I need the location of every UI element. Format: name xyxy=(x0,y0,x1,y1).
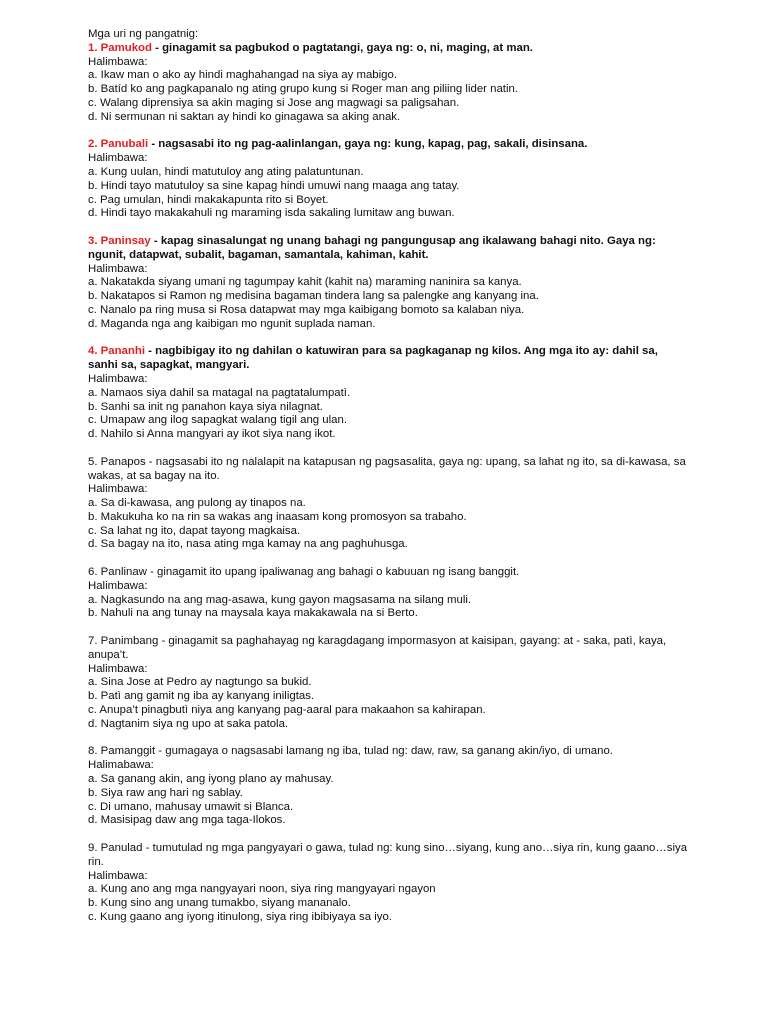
example-item: a. Nakatakda siyang umani ng tagumpay kahit (kahit na) maraming naninira sa kanya. xyxy=(88,276,522,289)
section-heading xyxy=(88,138,688,152)
section-8 xyxy=(88,745,688,828)
section-term: Panulad xyxy=(100,842,143,855)
example-item: a. Ikaw man o ako ay hindi maghahangad na siya ay mabigo. xyxy=(88,69,398,82)
example-label: Halimbawa: xyxy=(88,152,148,165)
example-label: Halimbawa: xyxy=(88,262,148,275)
section-heading xyxy=(88,42,688,56)
section-term: Panapos xyxy=(100,455,146,468)
section-heading xyxy=(88,842,688,870)
section-6 xyxy=(88,566,688,621)
section-7 xyxy=(88,635,688,732)
example-label: Halimbawa: xyxy=(88,483,148,496)
example-label: Halimbawa: xyxy=(88,662,148,675)
example-item: a. Kung ano ang mga nangyayari noon, siya ring mangyayari ngayon xyxy=(88,883,436,896)
section-definition: - nagsasabi ito ng pag-aalinlangan, gaya ng: kung, kapag, pag, sakali, disinsana. xyxy=(148,138,588,151)
section-number: 9. xyxy=(88,842,98,855)
section-number: 2. xyxy=(88,138,98,151)
example-item: c. Sa lahat ng ito, dapat tayong magkaisa. xyxy=(88,524,301,537)
example-item: b. Kung sino ang unang tumakbo, siyang mananalo. xyxy=(88,897,351,910)
section-heading xyxy=(88,456,688,484)
example-item: b. Nahuli na ang tunay na maysala kaya makakawala na si Berto. xyxy=(88,607,418,620)
section-term: Pamanggit xyxy=(100,745,156,758)
section-1 xyxy=(88,42,688,125)
example-item: d. Nagtanim siya ng upo at saka patola. xyxy=(88,717,289,730)
section-2 xyxy=(88,138,688,221)
section-heading xyxy=(88,566,688,580)
section-heading xyxy=(88,345,688,373)
example-item: a. Sa ganang akin, ang iyong plano ay mahusay. xyxy=(88,773,334,786)
section-term: Panimbang xyxy=(100,635,159,648)
section-9 xyxy=(88,842,688,925)
section-heading xyxy=(88,745,688,759)
section-definition: - nagbibigay ito ng dahilan o katuwiran para sa pagkaganap ng kilos. Ang mga ito ay: dahil sa, sanhi sa, sapagkat, mangyari. xyxy=(88,345,658,372)
document-title: Mga uri ng pangatnig: xyxy=(88,28,199,40)
section-definition: - gumagaya o nagsasabi lamang ng iba, tulad ng: daw, raw, sa ganang akin/iyo, di umano. xyxy=(155,745,613,758)
example-item: c. Anupa’t pinagbutì niya ang kanyang pag-aaral para makaahon sa kahirapan. xyxy=(88,704,486,717)
example-item: d. Maganda nga ang kaibigan mo ngunit suplada naman. xyxy=(88,317,376,330)
section-term: Pamukod xyxy=(100,41,152,54)
example-item: c. Walang diprensiya sa akin maging si Jose ang magwagi sa paligsahan. xyxy=(88,96,460,109)
example-item: c. Di umano, mahusay umawit si Blanca. xyxy=(88,800,294,813)
section-number: 4. xyxy=(88,345,98,358)
section-number: 3. xyxy=(88,234,98,247)
section-definition: - ginagamit ito upang ipaliwanag ang bahagi o kabuuan ng isang banggit. xyxy=(146,566,520,579)
example-item: b. Nakatapos si Ramon ng medisina bagaman tindera lang sa palengke ang kanyang ina. xyxy=(88,290,539,303)
example-item: b. Sanhi sa init ng panahon kaya siya nilagnat. xyxy=(88,400,323,413)
example-item: d. Ni sermunan ni saktan ay hindi ko ginagawa sa aking anak. xyxy=(88,110,401,123)
example-item: d. Nahilo si Anna mangyari ay ikot siya nang ikot. xyxy=(88,428,336,441)
example-item: b. Batíd ko ang pagkapanalo ng ating grupo kung si Roger man ang piliing lider natin. xyxy=(88,83,518,96)
example-label: Halimbawa: xyxy=(88,869,148,882)
section-definition: - tumutulad ng mga pangyayari o gawa, tulad ng: kung sino…siyang, kung ano…siya rin, kung gaano…siya rin. xyxy=(88,842,688,868)
section-number: 5. xyxy=(88,455,98,468)
section-number: 7. xyxy=(88,635,98,648)
section-5 xyxy=(88,456,688,553)
example-label: Halimbawa: xyxy=(88,372,148,385)
section-term: Panlinaw xyxy=(100,566,147,579)
example-item: d. Masisipag daw ang mga taga-Ilokos. xyxy=(88,814,286,827)
section-term: Paninsay xyxy=(100,234,151,247)
section-term: Panubali xyxy=(100,138,149,151)
example-item: a. Namaos siya dahil sa matagal na pagtatalumpatì. xyxy=(88,386,351,399)
section-number: 1. xyxy=(88,41,98,54)
example-item: d. Hindi tayo makakahuli ng maraming isda sakaling lumitaw ang buwan. xyxy=(88,207,455,220)
example-item: b. Makukuha ko na rin sa wakas ang inaasam kong promosyon sa trabaho. xyxy=(88,510,467,523)
section-heading xyxy=(88,635,688,663)
example-label: Halimbawa: xyxy=(88,579,148,592)
section-number: 8. xyxy=(88,745,98,758)
example-item: a. Kung uulan, hindi matutuloy ang ating palatuntunan. xyxy=(88,165,364,178)
example-item: d. Sa bagay na ito, nasa ating mga kamay na ang paghuhusga. xyxy=(88,538,408,551)
example-item: c. Nanalo pa ring musa si Rosa datapwat may mga kaibigang bomoto sa kalaban niya. xyxy=(88,303,525,316)
section-term: Pananhi xyxy=(100,345,145,358)
section-heading xyxy=(88,235,688,263)
example-item: c. Pag umulan, hindi makakapunta rito si Boyet. xyxy=(88,193,329,206)
example-item: a. Nagkasundo na ang mag-asawa, kung gayon magsasama na silang muli. xyxy=(88,593,472,606)
section-definition: - ginagamit sa paghahayag ng karagdagang impormasyon at kaisipan, gayang: at - saka, patì, kaya, anupa’t. xyxy=(88,635,667,661)
section-definition: - nagsasabi ito ng nalalapit na katapusan ng pagsasalita, gaya ng: upang, sa lahat ng ito, sa di-kawasa, sa wakas, at sa bagay na ito. xyxy=(88,455,686,482)
example-item: b. Siya raw ang hari ng sablay. xyxy=(88,786,243,799)
section-number: 6. xyxy=(88,566,98,579)
example-label: Halimabawa: xyxy=(88,759,154,772)
section-definition: - ginagamit sa pagbukod o pagtatangi, gaya ng: o, ni, maging, at man. xyxy=(151,41,533,54)
example-item: c. Umapaw ang ilog sapagkat walang tigil ang ulan. xyxy=(88,414,347,427)
section-definition: - kapag sinasalungat ng unang bahagi ng pangungusap ang ikalawang bahagi nito. Gaya ng: ngunit, datapwat, subalit, bagaman, samantala, kahiman, kahit. xyxy=(88,234,656,261)
section-3 xyxy=(88,235,688,332)
example-item: b. Patì ang gamit ng iba ay kanyang iniligtas. xyxy=(88,690,315,703)
document-body xyxy=(88,28,688,925)
example-item: c. Kung gaano ang iyong itinulong, siya ring ibibiyaya sa iyo. xyxy=(88,911,392,923)
section-4 xyxy=(88,345,688,442)
example-item: a. Sina Jose at Pedro ay nagtungo sa bukid. xyxy=(88,676,312,689)
example-item: b. Hindi tayo matutuloy sa sine kapag hindi umuwi nang maaga ang tatay. xyxy=(88,179,460,192)
example-item: a. Sa di-kawasa, ang pulong ay tinapos na. xyxy=(88,497,306,510)
example-label: Halimbawa: xyxy=(88,55,148,68)
